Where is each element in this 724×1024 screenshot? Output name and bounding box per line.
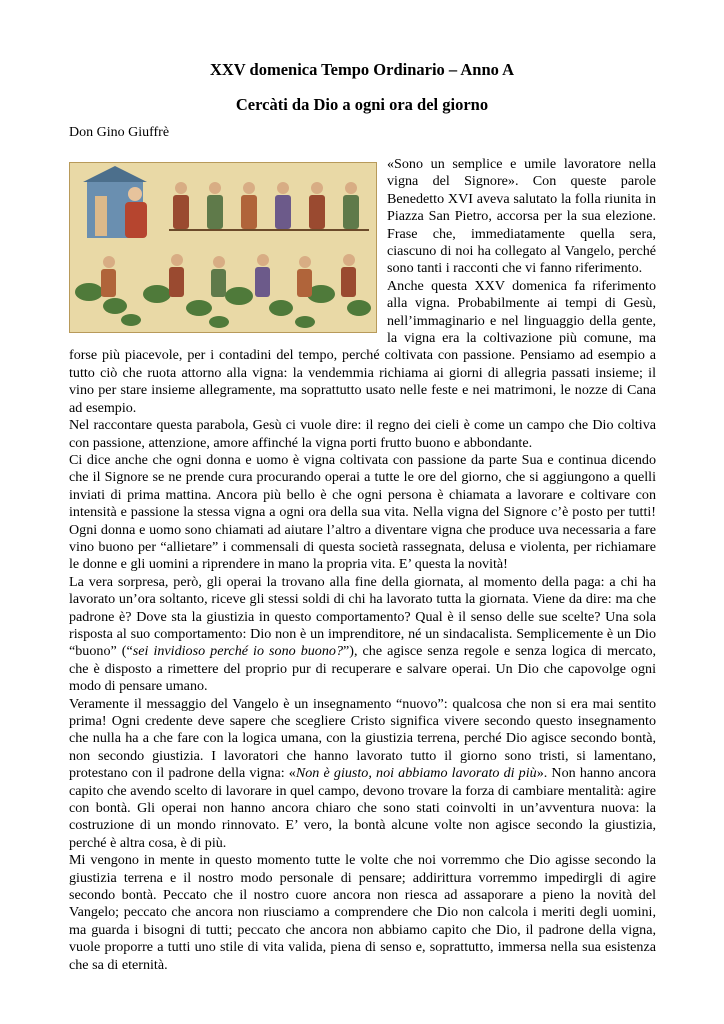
paragraph-6 (69, 696, 656, 853)
document-title: XXV domenica Tempo Ordinario – Anno A (209, 60, 515, 79)
vineyard-workers-miniature-icon (69, 162, 377, 333)
paragraph-4: Ci dice anche che ogni donna e uomo è vigna coltivata con passione da parte Sua e continua dicendo che il Signore se ne prende cura procurando operai a tutte le ore del giorno, che si aggiungono a quelli inviati di prima mattina. Ancora più bello è che ogni persona è chiamata a lavorare e coltivare con intensità e passione la stessa vigna a ogni ora della sua vita. Nella vigna del Signore c’è posto per tutti! Ogni donna e uomo sono chiamati ad aiutare l’altro a diventare vigna che produce uva necessaria a fare vino buono per “allietare” i commensali di questa società rassegnata, delusa e violenta, per richiamare le donne e gli uomini a riprendere in mano la propria vita. E’ questa la novità! (69, 451, 656, 573)
paragraph-6-text-a: Veramente il messaggio del Vangelo è un insegnamento “nuovo”: qualcosa che non si era mai sentito prima! Ogni credente deve sapere che scegliere Cristo significa vivere secondo questo insegnamento che nulla ha a che fare con la logica umana, con la giustizia terrena, perché Dio agisce secondo bontà, non secondo giustizia. I lavoratori che hanno lavorato tutto il giorno sono tristi, si lamentano, protestano con il padrone della vigna: « (69, 695, 656, 782)
paragraph-5-text-b: ”), che agisce senza regole e senza logica di mercato, che è disposto a rimettere del proprio pur di recuperare e salvare operai. Un Dio che capovolge ogni modo di pensare umano. (69, 643, 657, 695)
paragraph-7: Mi vengono in mente in questo momento tutte le volte che noi vorremmo che Dio agisse secondo la giustizia terrena e il nostro modo personale di pensare; addirittura vorremmo impedirgli di agire secondo bontà. Peccato che il nostro cuore ancora non riesca ad assaporare a pieno la novità del Vangelo; peccato che ancora non riusciamo a comprendere che Dio non calcola i meriti degli uomini, ma guarda i bisogni di tutti; peccato che ancora non abbiamo capito che Dio, il padrone della vigna, vuole proporre a tutti uno stile di vita valida, piena di senso e, soprattutto, immersa nella sua esistenza che sa di eternità. (69, 852, 656, 973)
paragraph-5-quote: sei invidioso perché io sono buono? (132, 643, 343, 660)
author-name: Don Gino Giuffrè (69, 125, 170, 140)
paragraph-6-quote: Non è giusto, noi abbiamo lavorato di più (295, 765, 537, 782)
paragraph-2: Anche questa XXV domenica fa riferimento alla vigna. Probabilmente ai tempi di Gesù, nell’immaginario e nel linguaggio della gente, la vigna era la coltivazione più comune, ma forse più piacevole, per i contadini del tempo, perché coltivata con passione. Pensiamo ad esempio a tutto ciò che ruota attorno alla vigna: la vendemmia richiama ai giorni di allegria passati insieme; il vino per stare insieme allegramente, ma soprattutto usato nelle feste e nei matrimoni, le nozze di Cana ad esempio. (69, 277, 656, 416)
document-subtitle: Cercàti da Dio a ogni ora del giorno (235, 95, 489, 114)
paragraph-5-text-a: La vera sorpresa, però, gli operai la trovano alla fine della giornata, al momento della paga: a chi ha lavorato un’ora soltanto, riceve gli stessi soldi di chi ha lavorato tutta la giornata. Viene da dire: ma che padrone è? Dove sta la giustizia in questo comportamento? Qual è il senso delle sue scelte? Una sola risposta al suo comportamento: Dio non è un imprenditore, né un sindacalista. Semplicemente è un Dio “buono” (“ (69, 573, 656, 660)
paragraph-1: «Sono un semplice e umile lavoratore nella vigna del Signore». Con queste parole Benedetto XVI aveva salutato la folla riunita in Piazza San Pietro, accorsa per la sua elezione. Frase che, immediatamente quella sera, ciascuno di noi ha collegato al Vangelo, perché sono tanti i racconti che vi fanno riferimento. (387, 156, 656, 277)
article-body (69, 156, 656, 974)
paragraph-6-text-b: ». Non hanno ancora capito che avendo scelto di lavorare in quel campo, devono trovare la forza di cambiare mentalità: agire con bontà. Gli operai non hanno ancora chiaro che sono stati coinvolti in un’avventura nuova: la costruzione di un mondo rinnovato. E’ vero, la bontà alcune volte non agisce secondo la giustizia, perché è altra cosa, è di più. (69, 765, 656, 851)
paragraph-5 (69, 574, 656, 696)
paragraph-3: Nel raccontare questa parabola, Gesù ci vuole dire: il regno dei cieli è come un campo che Dio coltiva con passione, attenzione, amore affinché la vigna porti frutto buono e abbondante. (69, 417, 656, 451)
